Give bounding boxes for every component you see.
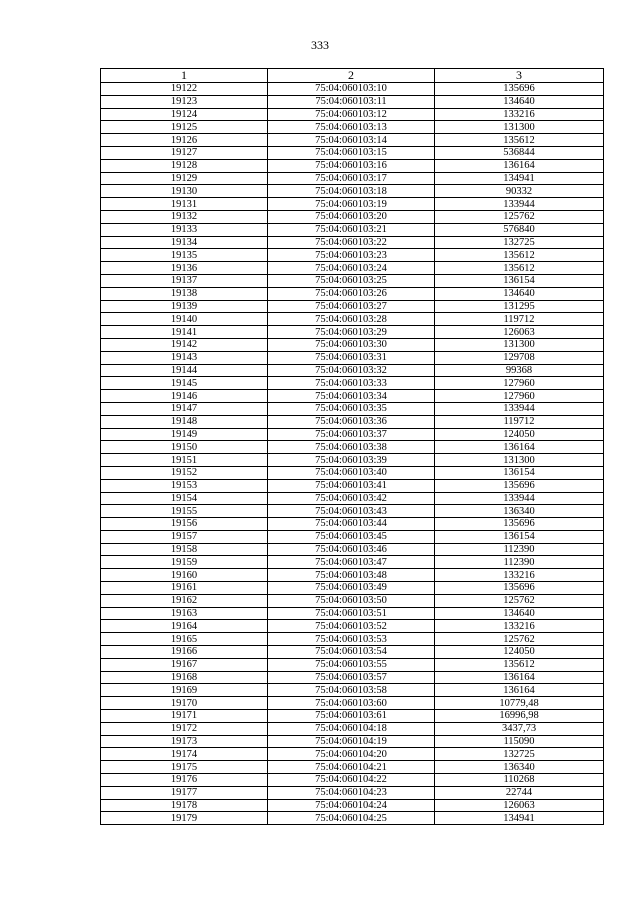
cadastral-number-cell: 75:04:060103:36 [268, 415, 435, 428]
row-number-cell: 19152 [101, 466, 268, 479]
cadastral-number-cell: 75:04:060104:19 [268, 735, 435, 748]
value-cell: 125762 [435, 210, 604, 223]
value-cell: 110268 [435, 774, 604, 787]
row-number-cell: 19171 [101, 710, 268, 723]
row-number-cell: 19158 [101, 543, 268, 556]
value-cell: 133944 [435, 402, 604, 415]
table-row [101, 582, 604, 595]
table-row [101, 185, 604, 198]
value-cell: 132725 [435, 748, 604, 761]
value-cell: 133944 [435, 492, 604, 505]
row-number-cell: 19140 [101, 313, 268, 326]
table-row [101, 569, 604, 582]
table-row [101, 415, 604, 428]
cadastral-number-cell: 75:04:060103:11 [268, 95, 435, 108]
value-cell: 135696 [435, 582, 604, 595]
value-cell: 115090 [435, 735, 604, 748]
row-number-cell: 19147 [101, 402, 268, 415]
value-cell: 134941 [435, 812, 604, 825]
value-cell: 576840 [435, 223, 604, 236]
table-row [101, 300, 604, 313]
value-cell: 124050 [435, 428, 604, 441]
cadastral-number-cell: 75:04:060103:35 [268, 402, 435, 415]
row-number-cell: 19167 [101, 658, 268, 671]
cadastral-number-cell: 75:04:060103:60 [268, 697, 435, 710]
row-number-cell: 19179 [101, 812, 268, 825]
table-row [101, 377, 604, 390]
cadastral-number-cell: 75:04:060104:23 [268, 786, 435, 799]
table-row [101, 262, 604, 275]
row-number-cell: 19145 [101, 377, 268, 390]
row-number-cell: 19154 [101, 492, 268, 505]
row-number-cell: 19153 [101, 479, 268, 492]
cadastral-number-cell: 75:04:060103:51 [268, 607, 435, 620]
value-cell: 134640 [435, 607, 604, 620]
table-row [101, 697, 604, 710]
cadastral-number-cell: 75:04:060103:43 [268, 505, 435, 518]
table-row [101, 287, 604, 300]
data-table [100, 68, 604, 825]
cadastral-number-cell: 75:04:060103:18 [268, 185, 435, 198]
value-cell: 127960 [435, 390, 604, 403]
row-number-cell: 19144 [101, 364, 268, 377]
value-cell: 22744 [435, 786, 604, 799]
table-row [101, 710, 604, 723]
value-cell: 125762 [435, 594, 604, 607]
value-cell: 133216 [435, 569, 604, 582]
cadastral-number-cell: 75:04:060103:24 [268, 262, 435, 275]
value-cell: 99368 [435, 364, 604, 377]
table-row [101, 812, 604, 825]
table-row [101, 556, 604, 569]
cadastral-number-cell: 75:04:060103:49 [268, 582, 435, 595]
row-number-cell: 19164 [101, 620, 268, 633]
cadastral-number-cell: 75:04:060103:41 [268, 479, 435, 492]
table-row [101, 146, 604, 159]
row-number-cell: 19137 [101, 274, 268, 287]
cadastral-number-cell: 75:04:060103:45 [268, 530, 435, 543]
value-cell: 136154 [435, 530, 604, 543]
table-row [101, 390, 604, 403]
row-number-cell: 19132 [101, 210, 268, 223]
cadastral-number-cell: 75:04:060103:32 [268, 364, 435, 377]
table-row [101, 620, 604, 633]
value-cell: 131300 [435, 121, 604, 134]
cadastral-number-cell: 75:04:060103:22 [268, 236, 435, 249]
row-number-cell: 19136 [101, 262, 268, 275]
cadastral-number-cell: 75:04:060103:12 [268, 108, 435, 121]
value-cell: 131300 [435, 454, 604, 467]
value-cell: 126063 [435, 799, 604, 812]
row-number-cell: 19127 [101, 146, 268, 159]
value-cell: 135696 [435, 83, 604, 96]
header-row [101, 69, 604, 83]
value-cell: 135612 [435, 658, 604, 671]
row-number-cell: 19122 [101, 83, 268, 96]
value-cell: 136154 [435, 274, 604, 287]
page-number: 333 [311, 38, 329, 52]
row-number-cell: 19160 [101, 569, 268, 582]
cadastral-number-cell: 75:04:060103:53 [268, 633, 435, 646]
value-cell: 135612 [435, 249, 604, 262]
table-row [101, 671, 604, 684]
table-body [101, 83, 604, 825]
table-row [101, 441, 604, 454]
column-header-1: 1 [101, 69, 268, 83]
cadastral-number-cell: 75:04:060103:57 [268, 671, 435, 684]
value-cell: 132725 [435, 236, 604, 249]
value-cell: 135696 [435, 479, 604, 492]
value-cell: 133216 [435, 108, 604, 121]
value-cell: 136164 [435, 441, 604, 454]
value-cell: 90332 [435, 185, 604, 198]
value-cell: 135612 [435, 134, 604, 147]
cadastral-number-cell: 75:04:060103:37 [268, 428, 435, 441]
table-row [101, 338, 604, 351]
table-row [101, 748, 604, 761]
cadastral-number-cell: 75:04:060103:40 [268, 466, 435, 479]
row-number-cell: 19162 [101, 594, 268, 607]
row-number-cell: 19151 [101, 454, 268, 467]
row-number-cell: 19138 [101, 287, 268, 300]
value-cell: 136164 [435, 671, 604, 684]
value-cell: 131300 [435, 338, 604, 351]
row-number-cell: 19157 [101, 530, 268, 543]
table-row [101, 351, 604, 364]
table-header [101, 69, 604, 83]
row-number-cell: 19169 [101, 684, 268, 697]
cadastral-number-cell: 75:04:060103:19 [268, 198, 435, 211]
cadastral-number-cell: 75:04:060103:34 [268, 390, 435, 403]
row-number-cell: 19129 [101, 172, 268, 185]
value-cell: 127960 [435, 377, 604, 390]
table-row [101, 646, 604, 659]
cadastral-number-cell: 75:04:060103:16 [268, 159, 435, 172]
value-cell: 3437,73 [435, 722, 604, 735]
table-row [101, 761, 604, 774]
row-number-cell: 19166 [101, 646, 268, 659]
table-row [101, 326, 604, 339]
cadastral-number-cell: 75:04:060103:48 [268, 569, 435, 582]
row-number-cell: 19139 [101, 300, 268, 313]
row-number-cell: 19123 [101, 95, 268, 108]
value-cell: 16996,98 [435, 710, 604, 723]
table-row [101, 198, 604, 211]
cadastral-number-cell: 75:04:060103:29 [268, 326, 435, 339]
row-number-cell: 19128 [101, 159, 268, 172]
value-cell: 133216 [435, 620, 604, 633]
cadastral-number-cell: 75:04:060103:46 [268, 543, 435, 556]
table-row [101, 108, 604, 121]
table-row [101, 402, 604, 415]
table-row [101, 786, 604, 799]
cadastral-number-cell: 75:04:060103:15 [268, 146, 435, 159]
row-number-cell: 19175 [101, 761, 268, 774]
table-row [101, 479, 604, 492]
row-number-cell: 19150 [101, 441, 268, 454]
cadastral-number-cell: 75:04:060103:27 [268, 300, 435, 313]
cadastral-number-cell: 75:04:060103:33 [268, 377, 435, 390]
cadastral-number-cell: 75:04:060103:47 [268, 556, 435, 569]
column-header-3: 3 [435, 69, 604, 83]
row-number-cell: 19176 [101, 774, 268, 787]
cadastral-number-cell: 75:04:060103:52 [268, 620, 435, 633]
cadastral-number-cell: 75:04:060103:54 [268, 646, 435, 659]
row-number-cell: 19131 [101, 198, 268, 211]
value-cell: 136340 [435, 505, 604, 518]
value-cell: 136164 [435, 159, 604, 172]
cadastral-number-cell: 75:04:060103:20 [268, 210, 435, 223]
value-cell: 134941 [435, 172, 604, 185]
table-row [101, 364, 604, 377]
cadastral-number-cell: 75:04:060103:13 [268, 121, 435, 134]
cadastral-number-cell: 75:04:060103:39 [268, 454, 435, 467]
table-row [101, 121, 604, 134]
table-row [101, 658, 604, 671]
row-number-cell: 19148 [101, 415, 268, 428]
row-number-cell: 19146 [101, 390, 268, 403]
row-number-cell: 19134 [101, 236, 268, 249]
row-number-cell: 19133 [101, 223, 268, 236]
value-cell: 119712 [435, 313, 604, 326]
table-row [101, 633, 604, 646]
cadastral-number-cell: 75:04:060103:50 [268, 594, 435, 607]
row-number-cell: 19177 [101, 786, 268, 799]
row-number-cell: 19159 [101, 556, 268, 569]
table-row [101, 95, 604, 108]
cadastral-number-cell: 75:04:060104:18 [268, 722, 435, 735]
table-row [101, 159, 604, 172]
table-row [101, 492, 604, 505]
row-number-cell: 19163 [101, 607, 268, 620]
row-number-cell: 19174 [101, 748, 268, 761]
value-cell: 133944 [435, 198, 604, 211]
row-number-cell: 19135 [101, 249, 268, 262]
cadastral-number-cell: 75:04:060103:61 [268, 710, 435, 723]
value-cell: 536844 [435, 146, 604, 159]
table-row [101, 249, 604, 262]
value-cell: 131295 [435, 300, 604, 313]
cadastral-number-cell: 75:04:060103:10 [268, 83, 435, 96]
table-row [101, 134, 604, 147]
table-row [101, 684, 604, 697]
row-number-cell: 19143 [101, 351, 268, 364]
cadastral-number-cell: 75:04:060103:26 [268, 287, 435, 300]
cadastral-number-cell: 75:04:060104:24 [268, 799, 435, 812]
row-number-cell: 19170 [101, 697, 268, 710]
table-row [101, 236, 604, 249]
row-number-cell: 19130 [101, 185, 268, 198]
table-row [101, 223, 604, 236]
row-number-cell: 19173 [101, 735, 268, 748]
table-row [101, 274, 604, 287]
cadastral-number-cell: 75:04:060103:14 [268, 134, 435, 147]
cadastral-number-cell: 75:04:060103:21 [268, 223, 435, 236]
table-row [101, 774, 604, 787]
table-row [101, 313, 604, 326]
table-row [101, 466, 604, 479]
value-cell: 129708 [435, 351, 604, 364]
row-number-cell: 19178 [101, 799, 268, 812]
row-number-cell: 19142 [101, 338, 268, 351]
cadastral-number-cell: 75:04:060103:55 [268, 658, 435, 671]
cadastral-number-cell: 75:04:060104:20 [268, 748, 435, 761]
row-number-cell: 19126 [101, 134, 268, 147]
table-row [101, 172, 604, 185]
table-row [101, 530, 604, 543]
table-row [101, 722, 604, 735]
value-cell: 119712 [435, 415, 604, 428]
cadastral-number-cell: 75:04:060103:44 [268, 518, 435, 531]
table-row [101, 735, 604, 748]
table-row [101, 210, 604, 223]
cadastral-number-cell: 75:04:060103:17 [268, 172, 435, 185]
value-cell: 135696 [435, 518, 604, 531]
table-row [101, 518, 604, 531]
row-number-cell: 19161 [101, 582, 268, 595]
table-row [101, 594, 604, 607]
cadastral-number-cell: 75:04:060103:38 [268, 441, 435, 454]
value-cell: 112390 [435, 543, 604, 556]
cadastral-number-cell: 75:04:060103:23 [268, 249, 435, 262]
cadastral-number-cell: 75:04:060103:25 [268, 274, 435, 287]
row-number-cell: 19141 [101, 326, 268, 339]
row-number-cell: 19168 [101, 671, 268, 684]
cadastral-number-cell: 75:04:060103:30 [268, 338, 435, 351]
row-number-cell: 19172 [101, 722, 268, 735]
table-row [101, 428, 604, 441]
table-row [101, 454, 604, 467]
value-cell: 136340 [435, 761, 604, 774]
cadastral-number-cell: 75:04:060104:22 [268, 774, 435, 787]
row-number-cell: 19156 [101, 518, 268, 531]
table-row [101, 83, 604, 96]
row-number-cell: 19125 [101, 121, 268, 134]
value-cell: 134640 [435, 95, 604, 108]
column-header-2: 2 [268, 69, 435, 83]
row-number-cell: 19165 [101, 633, 268, 646]
table-row [101, 505, 604, 518]
value-cell: 135612 [435, 262, 604, 275]
value-cell: 126063 [435, 326, 604, 339]
table-row [101, 543, 604, 556]
value-cell: 134640 [435, 287, 604, 300]
value-cell: 112390 [435, 556, 604, 569]
value-cell: 125762 [435, 633, 604, 646]
cadastral-number-cell: 75:04:060103:28 [268, 313, 435, 326]
value-cell: 124050 [435, 646, 604, 659]
table-row [101, 799, 604, 812]
cadastral-number-cell: 75:04:060103:58 [268, 684, 435, 697]
cadastral-number-cell: 75:04:060104:21 [268, 761, 435, 774]
value-cell: 136154 [435, 466, 604, 479]
value-cell: 136164 [435, 684, 604, 697]
cadastral-number-cell: 75:04:060103:42 [268, 492, 435, 505]
value-cell: 10779,48 [435, 697, 604, 710]
cadastral-number-cell: 75:04:060104:25 [268, 812, 435, 825]
row-number-cell: 19149 [101, 428, 268, 441]
cadastral-number-cell: 75:04:060103:31 [268, 351, 435, 364]
table-row [101, 607, 604, 620]
row-number-cell: 19124 [101, 108, 268, 121]
row-number-cell: 19155 [101, 505, 268, 518]
